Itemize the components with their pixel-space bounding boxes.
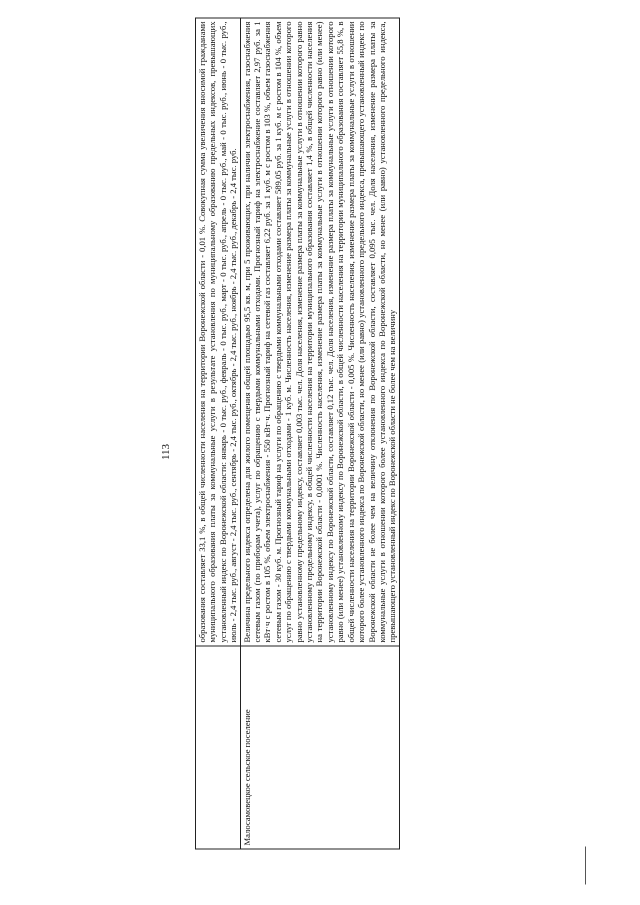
row-text-cell: Величина предельного индекса определена для жилого помещения общей площадью 95,5 кв. м, при 5 проживающих, при наличии электроснабжения, газоснабжения сетевым газом (по приборам учета), услуг по обращению с твердыми коммунальными отходами. Прогнозный тариф на электроснабжение составляет 2,97 руб. за 1 кВт·ч с ростом в 105 %, объем электроснабжения - 550 кВт·ч. Прогнозный тариф на сетевой газ составляет 6,22 руб. за 1 куб. м с ростом в 103 %, объем газоснабжения сетевым газом - 30 куб. м. Прогнозный тариф на услуги по обращению с твердыми коммунальными отходами составляет 589,05 руб. за 1 куб. м с ростом в 104 %, объем услуг по обращению с твердыми коммунальными отходами - 1 куб. м. Численность населения, изменение размера платы за коммунальные услуги в отношении которого равно установленному предельному индексу, составляет 0,003 тыс. чел. Доля населения, изменение размера платы за коммунальные услуги в отношении которого равно установленному предельному индексу, в общей численности населения на территории муниципального образования составляет 1,4 %, в общей численности населения на территории Воронежской области - 0,0001 %. Численность населения, изменение размера платы за коммунальные услуги в отношении которого равно (или менее) установленному индексу по Воронежской области, составляет 0,12 тыс. чел. Доля населения, изменение размера платы за коммунальные услуги в отношении которого равно (или менее) установленному индексу по Воронежской области, в общей численности населения на территории муниципального образования составляет 55,8 %, в общей численности населения на территории Воронежской области - 0,005 %. Численность населения, изменение размера платы за коммунальные услуги в отношении которого более установленного индекса по Воронежской области, но менее (или равно) установленного предельного индекса, превышающего установленный индекс по Воронежской области не более чем на величину отклонения по Воронежской области, составляет 0,095 тыс. чел. Доля населения, изменение размера платы за коммунальные услуги в отношении которого более установленного индекса по Воронежской области, но менее (или равно) установленного предельного индекса, превышающего установленный индекс по Воронежской области не более чем на величину	[240, 18, 399, 646]
document-table	[195, 18, 400, 850]
page-number: 113	[160, 443, 172, 461]
row-label-cell	[196, 646, 241, 849]
table-row	[240, 18, 399, 849]
row-label-cell: Малосамовецкое сельское поселение	[240, 646, 399, 849]
row-text-cell: образования составляет 33,1 %, в общей численности населения на территории Воронежской области - 0,01 %. Совокупная сумма увеличения вносимой гражданами муниципального образования платы за коммунальные услуги в результате установления по муниципальному образованию предельных индексов, превышающих установленный индекс по Воронежской области: январь - 0 тыс. руб., февраль - 0 тыс. руб., март - 0 тыс. руб., апрель - 0 тыс. руб., май - 0 тыс. руб., июнь - 0 тыс. руб., июль - 2,4 тыс. руб., август - 2,4 тыс. руб., сентябрь - 2,4 тыс. руб., октябрь - 2,4 тыс. руб., ноябрь - 2,4 тыс. руб., декабрь - 2,4 тыс. руб.	[196, 18, 241, 646]
table-row	[196, 18, 241, 849]
footer-line	[585, 847, 586, 885]
